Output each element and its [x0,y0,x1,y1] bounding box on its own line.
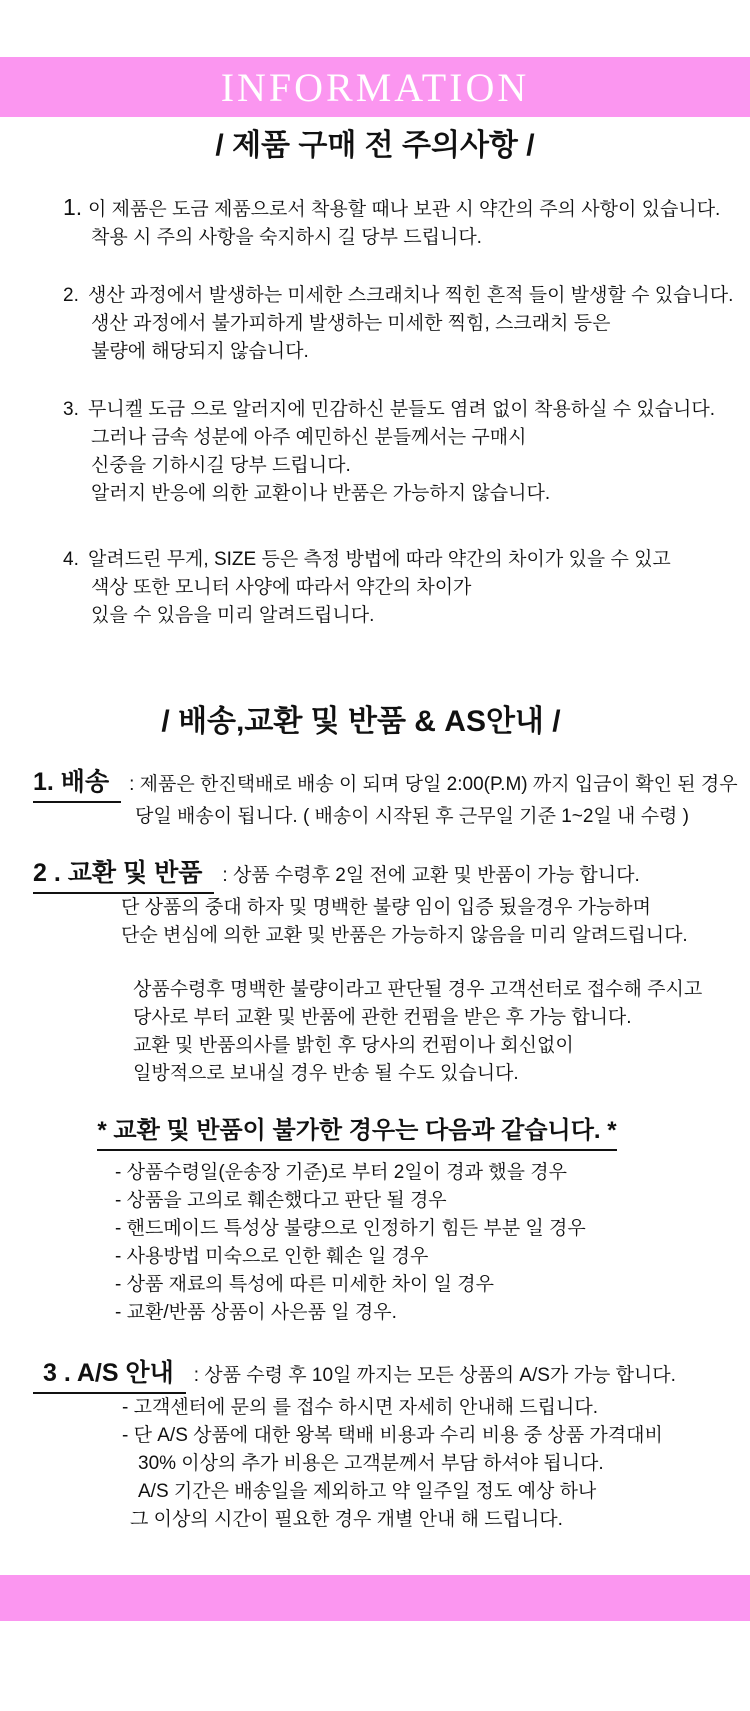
as-bullet: 그 이상의 시간이 필요한 경우 개별 안내 해 드립니다. [130,1509,563,1530]
item-number: 2. [63,285,79,306]
notice-line [0,396,750,424]
as-title-line [0,1355,750,1394]
shipping-text: : 제품은 한진택배로 배송 이 되며 당일 2:00(P.M) 까지 입금이 확인 된 경우 [129,774,738,795]
exchange-text: 단순 변심에 의한 교환 및 반품은 가능하지 않음을 미리 알려드립니다. [121,925,688,946]
no-exchange-heading: * 교환 및 반품이 불가한 경우는 다음과 같습니다. * [97,1116,616,1151]
as-bullet: A/S 기간은 배송일을 제외하고 약 일주일 정도 예상 하나 [138,1481,597,1502]
exchange-title-line [0,855,750,894]
exchange-text: 당사로 부터 교환 및 반품에 관한 컨펌을 받은 후 가능 합니다. [133,1007,632,1028]
info-page [0,57,750,1621]
notice-text: 이 제품은 도금 제품으로서 착용할 때나 보관 시 약간의 주의 사항이 있습니다. [88,199,721,220]
as-bullet: - 고객센터에 문의 를 접수 하시면 자세히 안내해 드립니다. [122,1397,598,1418]
notice-text: 생산 과정에서 발생하는 미세한 스크래치나 찍힌 흔적 들이 발생할 수 있습니다. [88,285,734,306]
shipping-title: 1. 배송 [33,764,121,803]
policy-bullet: - 핸드메이드 특성상 불량으로 인정하기 힘든 부분 일 경우 [115,1218,586,1239]
notice-line: 불량에 해당되지 않습니다. [91,341,309,362]
item-number: 1. [63,194,83,220]
notice-line: 그러나 금속 성분에 아주 예민하신 분들께서는 구매시 [91,427,527,448]
notice-line: 있을 수 있음을 미리 알려드립니다. [91,605,375,626]
exchange-paragraph-2 [0,976,750,1088]
notice-item-1 [0,193,750,252]
policy-bullet: - 교환/반품 상품이 사은품 일 경우. [115,1302,397,1323]
exchange-text: : 상품 수령후 2일 전에 교환 및 반품이 가능 합니다. [222,865,640,886]
as-bullet: 30% 이상의 추가 비용은 고객분께서 부담 하셔야 됩니다. [138,1453,604,1474]
notice-text: 무니켈 도금 으로 알러지에 민감하신 분들도 염려 없이 착용하실 수 있습니다. [88,399,716,420]
notice-line: 알러지 반응에 의한 교환이나 반품은 가능하지 않습니다. [91,483,551,504]
policy-bullet: - 상품을 고의로 훼손했다고 판단 될 경우 [115,1190,447,1211]
exchange-section [0,855,750,950]
notice-line [0,193,750,224]
notice-line [0,282,750,310]
exchange-text: 일방적으로 보내실 경우 반송 될 수도 있습니다. [133,1063,519,1084]
exchange-text: 단 상품의 중대 하자 및 명백한 불량 임이 입증 됬을경우 가능하며 [121,897,651,918]
notice-line [0,546,750,574]
notice-item-3 [0,396,750,508]
as-text: : 상품 수령 후 10일 까지는 모든 상품의 A/S가 가능 합니다. [193,1365,676,1386]
notice-line: 생산 과정에서 불가피하게 발생하는 미세한 찍힘, 스크래치 등은 [91,313,611,334]
shipping-section [0,764,750,831]
shipping-text: 당일 배송이 됩니다. ( 배송이 시작된 후 근무일 기준 1~2일 내 수령 ) [135,806,690,827]
notice-text: 알려드린 무게, SIZE 등은 측정 방법에 따라 약간의 차이가 있을 수 있고 [88,549,671,570]
notice-line: 신중을 기하시길 당부 드립니다. [91,455,351,476]
policy-bullet: - 상품수령일(운송장 기준)로 부터 2일이 경과 했을 경우 [115,1162,567,1183]
exchange-text: 상품수령후 명백한 불량이라고 판단될 경우 고객선터로 접수해 주시고 [133,979,703,1000]
information-banner [0,57,750,117]
item-number: 4. [63,549,79,570]
exchange-title: 2 . 교환 및 반품 [33,855,214,894]
no-exchange-list [0,1159,750,1327]
notice-line: 색상 또한 모니터 사양에 따라서 약간의 차이가 [91,577,472,598]
item-number: 3. [63,399,79,420]
footer-bar [0,1575,750,1621]
banner-title: INFORMATION [220,64,530,110]
notice-line: 착용 시 주의 사항을 숙지하시 길 당부 드립니다. [91,227,482,248]
shipping-title-line [0,764,750,803]
as-bullet: - 단 A/S 상품에 대한 왕복 택배 비용과 수리 비용 중 상품 가격대비 [122,1425,663,1446]
shipping-exchange-heading: / 배송,교환 및 반품 & AS안내 / [161,705,561,738]
as-section [0,1355,750,1534]
policy-bullet: - 사용방법 미숙으로 인한 훼손 일 경우 [115,1246,429,1267]
notice-item-4 [0,546,750,630]
purchase-notice-heading: / 제품 구매 전 주의사항 / [215,129,535,162]
policy-bullet: - 상품 재료의 특성에 따른 미세한 차이 일 경우 [115,1274,494,1295]
exchange-text: 교환 및 반품의사를 밝힌 후 당사의 컨펌이나 회신없이 [133,1035,574,1056]
as-title: 3 . A/S 안내 [33,1355,186,1394]
notice-item-2 [0,282,750,366]
